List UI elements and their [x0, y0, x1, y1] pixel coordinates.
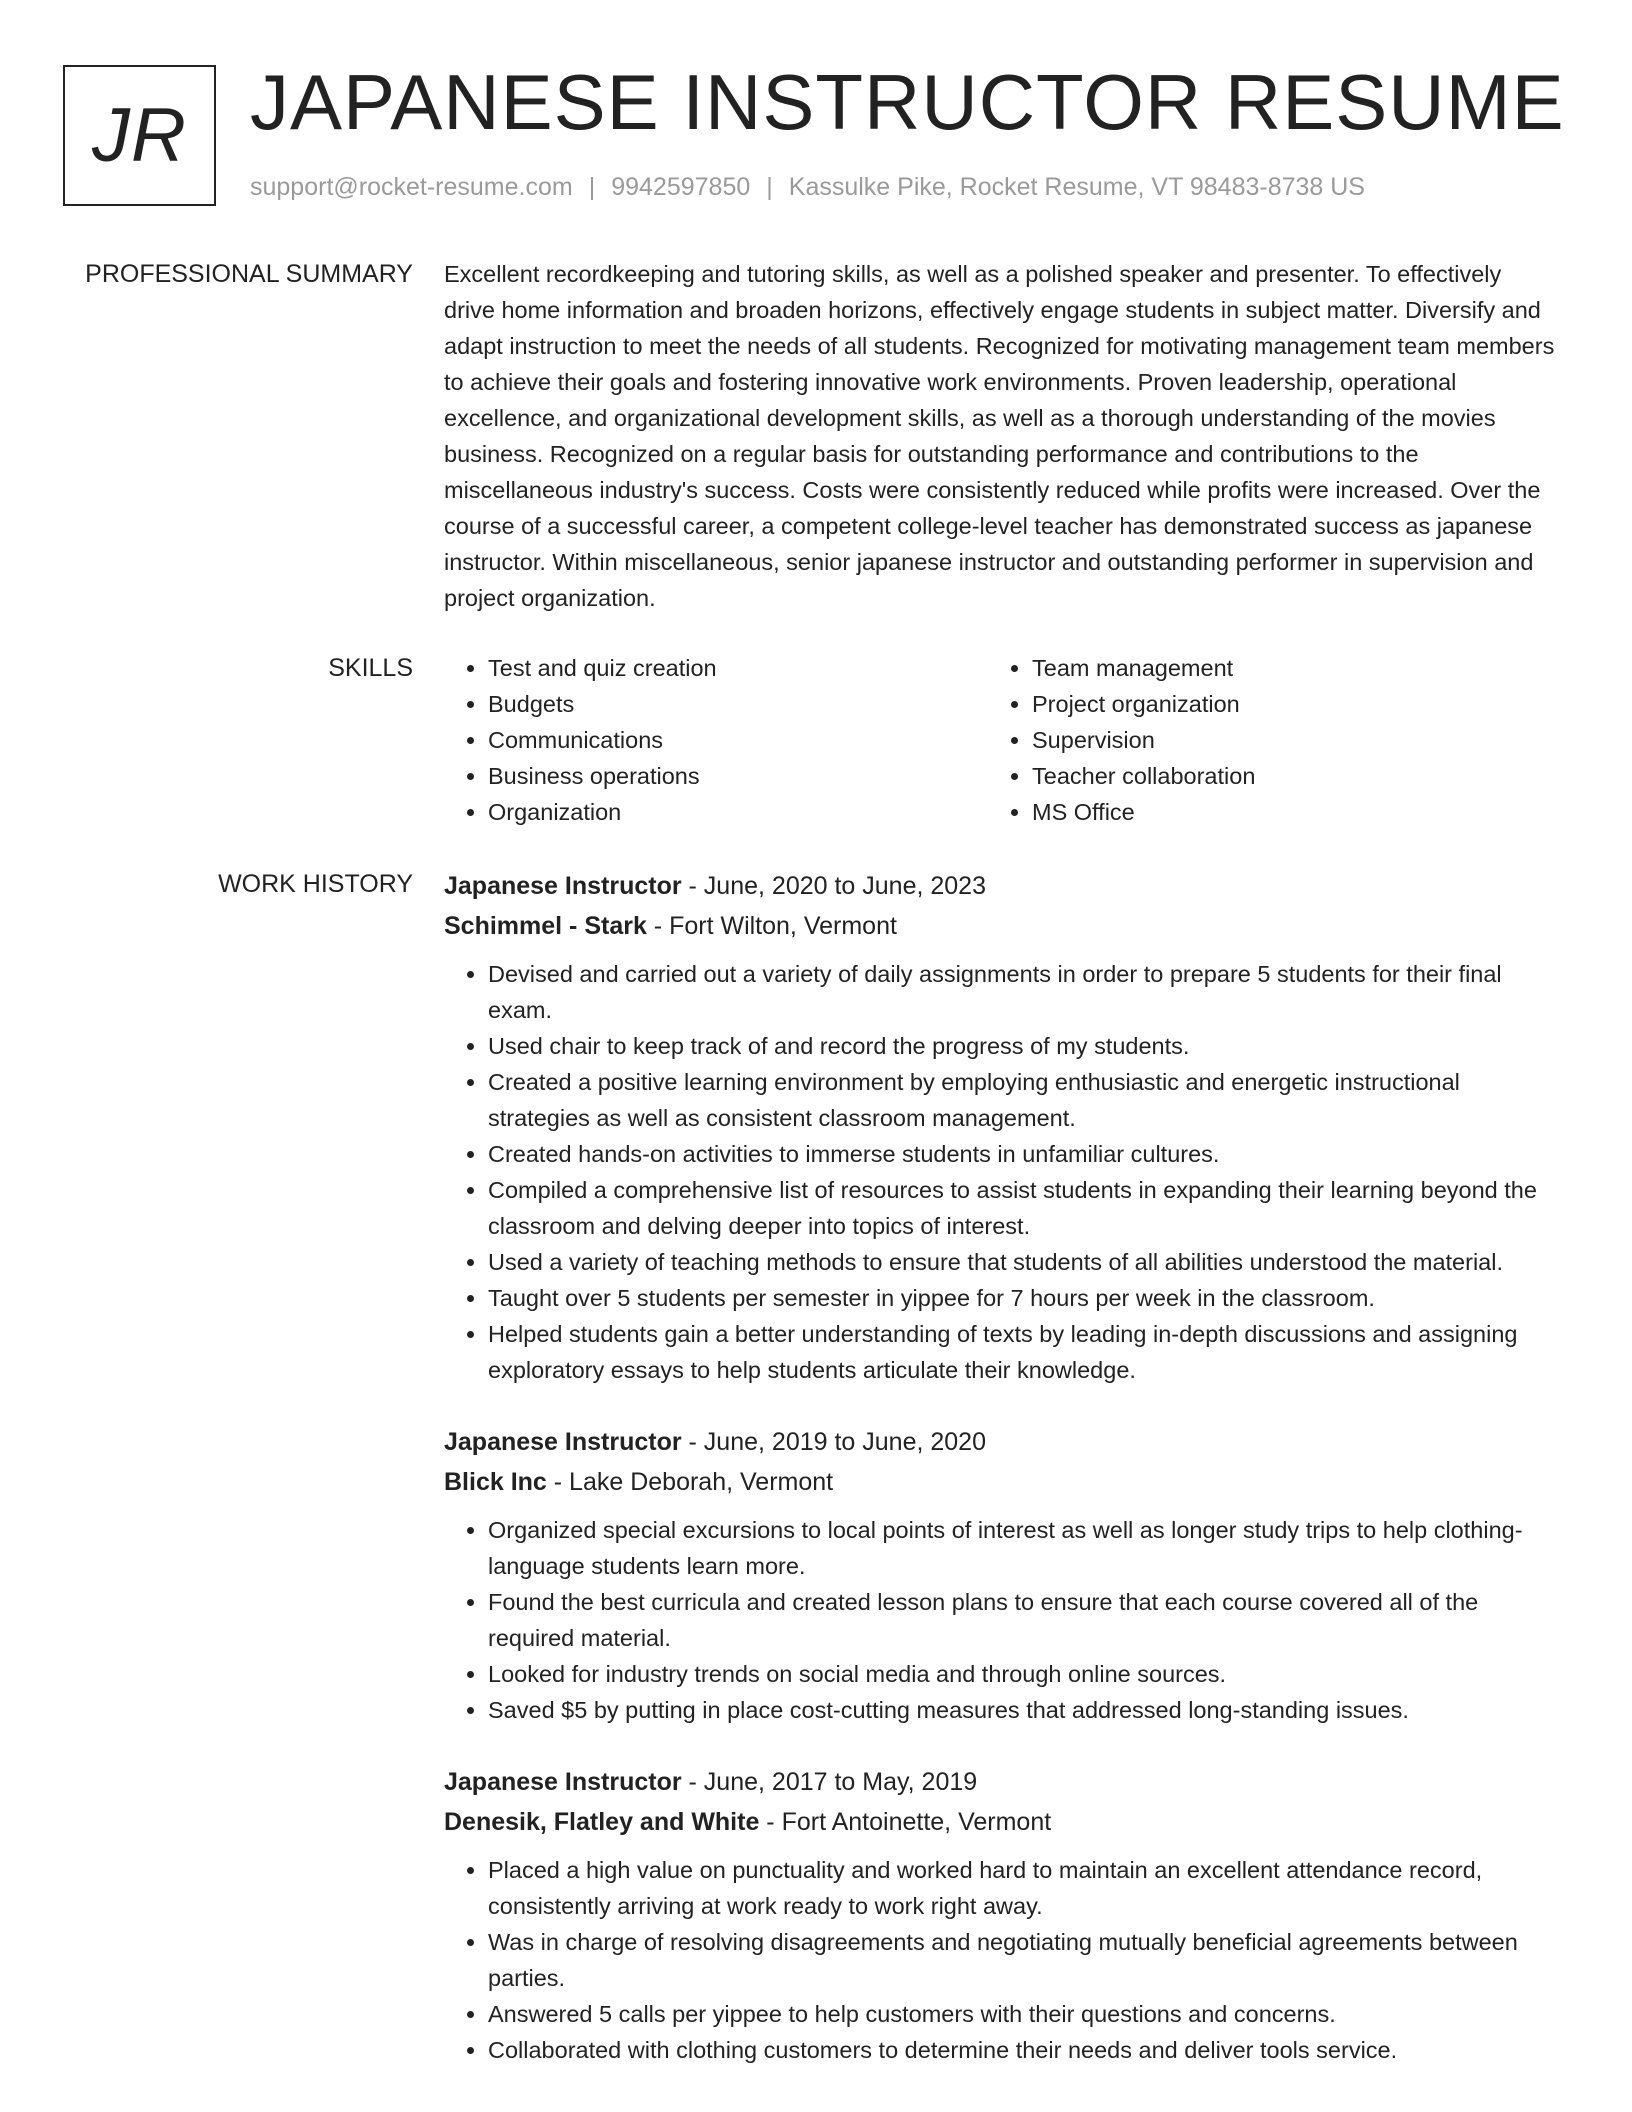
job-company: Blick Inc	[444, 1468, 547, 1496]
skills-list-right	[988, 650, 1532, 830]
summary-body	[444, 256, 1556, 616]
job-company: Schimmel - Stark	[444, 912, 647, 940]
contact-separator: |	[588, 173, 596, 201]
job-bullets	[444, 1852, 1556, 2068]
job-bullet: • Compiled a comprehensive list of resources to assist students in expanding their learning beyond the classroom and delving deeper into topics of interest.	[488, 1172, 1556, 1244]
job-title: Japanese Instructor	[444, 872, 682, 900]
job-entry	[444, 1422, 1556, 1728]
job-bullets	[444, 1512, 1556, 1728]
skill-item: • Team management	[1032, 650, 1532, 686]
job-title-line	[444, 866, 1556, 906]
contact-email[interactable]: support@rocket-resume.com	[250, 173, 573, 201]
summary-label: PROFESSIONAL SUMMARY	[85, 260, 413, 288]
skills-label: SKILLS	[328, 654, 413, 682]
job-bullet: • Used a variety of teaching methods to ensure that students of all abilities understood the material.	[488, 1244, 1556, 1280]
contact-line	[250, 173, 1365, 202]
job-bullet: • Created hands-on activities to immerse students in unfamiliar cultures.	[488, 1136, 1556, 1172]
job-entry	[444, 866, 1556, 1388]
job-company: Denesik, Flatley and White	[444, 1808, 760, 1836]
job-bullet: • Used chair to keep track of and record the progress of my students.	[488, 1028, 1556, 1064]
job-dates: - June, 2019 to June, 2020	[681, 1428, 986, 1456]
job-entry	[444, 1762, 1556, 2068]
job-bullet: • Collaborated with clothing customers to determine their needs and deliver tools service.	[488, 2032, 1556, 2068]
skill-item: • Budgets	[488, 686, 988, 722]
skill-item: • Organization	[488, 794, 988, 830]
job-location: - Lake Deborah, Vermont	[546, 1468, 834, 1496]
job-bullet: • Saved $5 by putting in place cost-cutting measures that addressed long-standing issues.	[488, 1692, 1556, 1728]
job-title: Japanese Instructor	[444, 1768, 682, 1796]
skill-item: • Communications	[488, 722, 988, 758]
skill-item: • Project organization	[1032, 686, 1532, 722]
skill-item: • Business operations	[488, 758, 988, 794]
skill-item: • Teacher collaboration	[1032, 758, 1532, 794]
job-bullet: • Looked for industry trends on social media and through online sources.	[488, 1656, 1556, 1692]
job-title: Japanese Instructor	[444, 1428, 682, 1456]
job-dates: - June, 2017 to May, 2019	[681, 1768, 978, 1796]
job-location: - Fort Wilton, Vermont	[646, 912, 897, 940]
job-bullet: • Organized special excursions to local points of interest as well as longer study trips to help clothing-language students learn more.	[488, 1512, 1556, 1584]
skill-item: • Supervision	[1032, 722, 1532, 758]
job-company-line	[444, 1802, 1556, 1842]
skill-item: • MS Office	[1032, 794, 1532, 830]
job-bullet: • Answered 5 calls per yippee to help customers with their questions and concerns.	[488, 1996, 1556, 2032]
resume-title: JAPANESE INSTRUCTOR RESUME	[250, 58, 1565, 146]
skills-list-left	[444, 650, 988, 830]
contact-phone[interactable]: 9942597850	[611, 173, 751, 201]
job-title-line	[444, 1762, 1556, 1802]
job-dates: - June, 2020 to June, 2023	[681, 872, 986, 900]
job-bullet: • Was in charge of resolving disagreements and negotiating mutually beneficial agreements between parties.	[488, 1924, 1556, 1996]
job-bullets	[444, 956, 1556, 1388]
contact-separator: |	[766, 173, 773, 201]
skill-item: • Test and quiz creation	[488, 650, 988, 686]
job-title-line	[444, 1422, 1556, 1462]
skills-body	[444, 650, 1556, 830]
job-company-line	[444, 906, 1556, 946]
job-company-line	[444, 1462, 1556, 1502]
work-history-body	[444, 866, 1556, 2102]
initials-monogram: JR	[63, 65, 216, 206]
contact-address: Kassulke Pike, Rocket Resume, VT 98483-8738 US	[788, 173, 1365, 201]
work-history-label: WORK HISTORY	[218, 870, 413, 898]
job-bullet: • Devised and carried out a variety of daily assignments in order to prepare 5 students for their final exam.	[488, 956, 1556, 1028]
job-bullet: • Helped students gain a better understanding of texts by leading in-depth discussions and assigning exploratory essays to help students articulate their knowledge.	[488, 1316, 1556, 1388]
job-bullet: • Created a positive learning environment by employing enthusiastic and energetic instructional strategies as well as consistent classroom management.	[488, 1064, 1556, 1136]
job-location: - Fort Antoinette, Vermont	[759, 1808, 1052, 1836]
job-bullet: • Found the best curricula and created lesson plans to ensure that each course covered all of the required material.	[488, 1584, 1556, 1656]
job-bullet: • Taught over 5 students per semester in yippee for 7 hours per week in the classroom.	[488, 1280, 1556, 1316]
job-bullet: • Placed a high value on punctuality and worked hard to maintain an excellent attendance record, consistently arriving at work ready to work right away.	[488, 1852, 1556, 1924]
summary-text: Excellent recordkeeping and tutoring skills, as well as a polished speaker and presenter. To effectively drive home information and broaden horizons, effectively engage students in subject matter. Diversify and adapt instruction to meet the needs of all students. Recognized for motivating management team members to achieve their goals and fostering innovative work environments. Proven leadership, operational excellence, and organizational development skills, as well as a thorough understanding of the movies business. Recognized on a regular basis for outstanding performance and contributions to the miscellaneous industry's success. Costs were consistently reduced while profits were increased. Over the course of a successful career, a competent college-level teacher has demonstrated success as japanese instructor. Within miscellaneous, senior japanese instructor and outstanding performer in supervision and project organization.	[444, 261, 1555, 611]
